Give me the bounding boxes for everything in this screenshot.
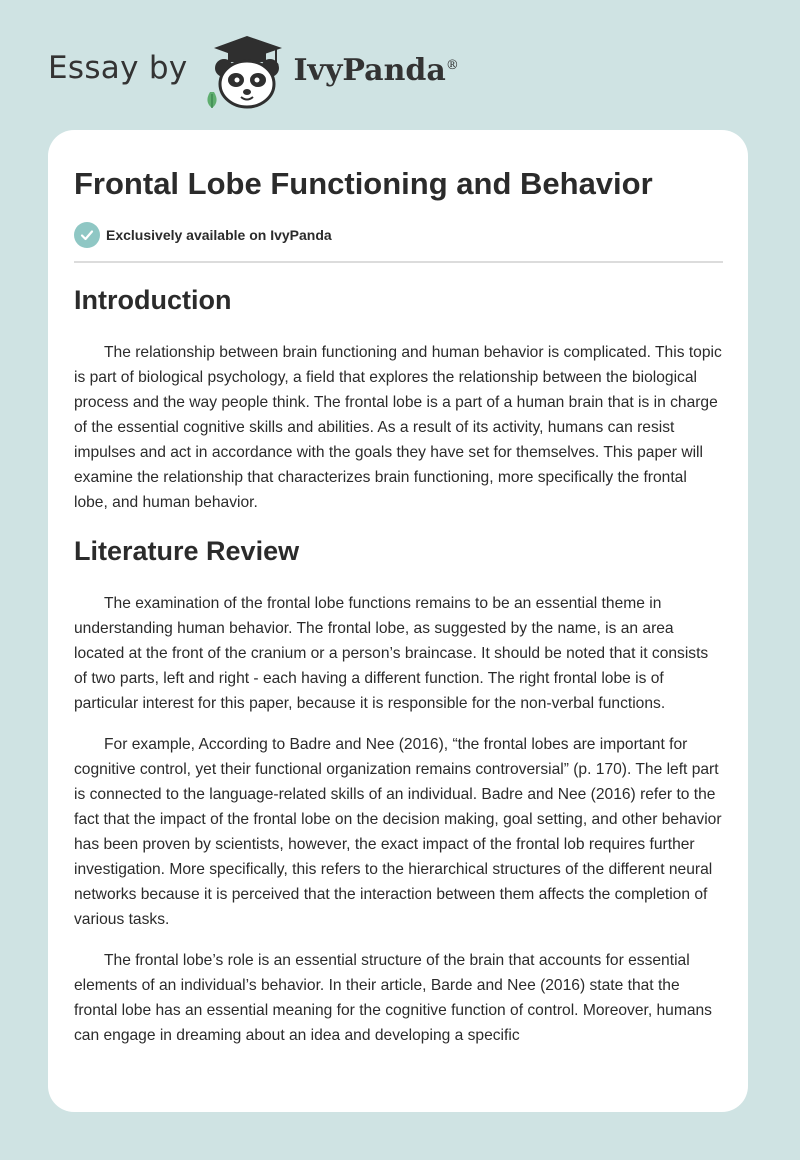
paragraph: The relationship between brain functioning and human behavior is complicated. This topic is part of biological psychology, a field that explores the relationship between the biological process and the way people think. The frontal lobe is a part of a human brain that is in charge of the essential cognitive skills and abilities. As a result of its activity, humans can resist impulses and act in accordance with the goals they have set for themselves. This paper will examine the relationship that characterizes brain functioning, more specifically the frontal lobe, and human behavior. <box>74 344 722 511</box>
section-introduction <box>74 282 724 515</box>
brand-name-text: IvyPanda <box>293 52 446 88</box>
panda-graduate-logo-icon <box>202 34 292 110</box>
page-title: Frontal Lobe Functioning and Behavior <box>74 166 653 201</box>
exclusive-badge <box>74 222 332 248</box>
divider <box>74 261 723 263</box>
site-brand[interactable] <box>48 34 459 110</box>
paragraph: For example, According to Badre and Nee (2016), “the frontal lobes are important for cognitive control, yet their functional organization remains controversial” (p. 170). The left part is connected to the language-related skills of an individual. Badre and Nee (2016) refer to the fact that the impact of the frontal lobe on the decision making, goal setting, and other behavior has been proven by scientists, however, the exact impact of the frontal lob requires further investigation. More specifically, this refers to the hierarchical structures of the different neural networks because it is perceived that the interaction between them affects the completion of various tasks. <box>74 736 722 928</box>
paragraph: The frontal lobe’s role is an essential structure of the brain that accounts for essential elements of an individual’s behavior. In their article, Barde and Nee (2016) state that the frontal lobe has an essential meaning for the cognitive function of control. Moreover, humans can engage in dreaming about an idea and developing a specific <box>74 952 712 1044</box>
brand-name <box>294 53 459 88</box>
section-heading: Literature Review <box>74 536 300 566</box>
registered-mark: ® <box>445 57 459 73</box>
paragraph: The examination of the frontal lobe functions remains to be an essential theme in understanding human behavior. The frontal lobe, as suggested by the name, is an area located at the front of the cranium or a person’s braincase. It should be noted that it consists of two parts, left and right - each having a different function. The right frontal lobe is of particular interest for this paper, because it is responsible for the non-verbal functions. <box>74 595 709 712</box>
essay-body <box>74 282 724 1064</box>
exclusive-badge-text: Exclusively available on IvyPanda <box>106 227 332 243</box>
check-icon <box>74 222 100 248</box>
essay-card <box>48 130 748 1112</box>
brand-prefix: Essay by <box>48 50 188 86</box>
section-heading: Introduction <box>74 285 232 315</box>
section-literature-review <box>74 533 724 1048</box>
